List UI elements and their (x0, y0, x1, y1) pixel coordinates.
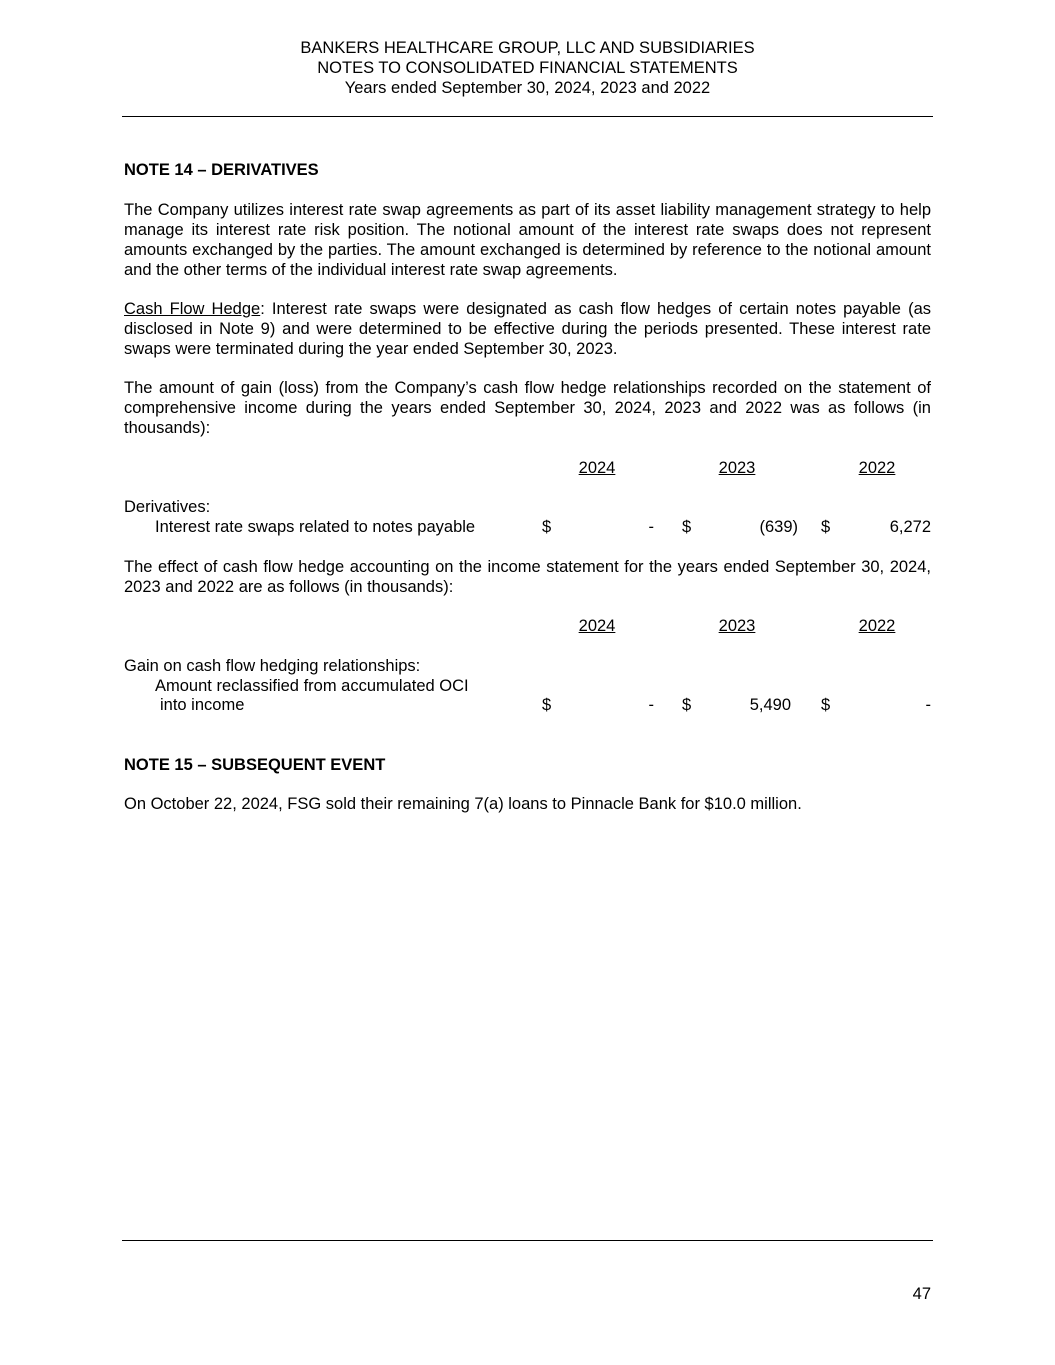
cash-flow-hedge-description: : Interest rate swaps were designated as cash flow hedges of certain notes payable (as disclosed in Note 9) and were determined to be effective during the periods presented. These interest rate swaps were terminated during the year ended September 30, 2023. (124, 300, 931, 358)
note14-para3-text: The amount of gain (loss) from the Company’s cash flow hedge relationships recorded on the statement of comprehensive income during the years ended September 30, 2024, 2023 and 2022 was as follows (in thousands): (124, 379, 931, 437)
note14-paragraph-2 (124, 299, 931, 359)
note14-paragraph-3 (124, 378, 931, 438)
table1-col-2023: 2023 (718, 459, 756, 477)
table2-currency-2022: $ (821, 696, 831, 714)
note14-paragraph-1 (124, 200, 931, 280)
table2-row-label-line2: into income (160, 696, 245, 714)
table2-col-2024: 2024 (578, 617, 616, 635)
table1-section-label: Derivatives: (124, 498, 211, 516)
table2-currency-2024: $ (542, 696, 552, 714)
note15-para1-text: On October 22, 2024, FSG sold their remaining 7(a) loans to Pinnacle Bank for $10.0 million. (124, 795, 802, 813)
table2-value-2023: 5,490 (749, 696, 791, 714)
table2-value-2022: - (925, 696, 931, 714)
table1-value-2024: - (648, 518, 654, 536)
table2-currency-2023: $ (682, 696, 692, 714)
table1-value-2023: (639) (759, 518, 798, 536)
page-number: 47 (912, 1285, 931, 1303)
table2-row-label-line1: Amount reclassified from accumulated OCI (155, 677, 469, 695)
table1-currency-2024: $ (542, 518, 552, 536)
note14-para1-text: The Company utilizes interest rate swap agreements as part of its asset liability management strategy to help manage its interest rate risk position. The notional amount of the interest rate swaps does not represent amounts exchanged by the parties. The amount exchanged is determined by reference to the notional amount and the other terms of the individual interest rate swap agreements. (124, 201, 931, 279)
table1-currency-2022: $ (821, 518, 831, 536)
table2-col-2023: 2023 (718, 617, 756, 635)
header-rule (122, 116, 933, 117)
table1-col-2022: 2022 (858, 459, 896, 477)
table2-section-label: Gain on cash flow hedging relationships: (124, 657, 421, 675)
note14-para4-text: The effect of cash flow hedge accounting on the income statement for the years ended September 30, 2024, 2023 and 2022 are as follows (in thousands): (124, 558, 931, 596)
table2-col-2022: 2022 (858, 617, 896, 635)
footer-rule (122, 1240, 933, 1241)
table2-value-2024: - (648, 696, 654, 714)
note14-para2-text (124, 299, 931, 359)
statement-title: NOTES TO CONSOLIDATED FINANCIAL STATEMENTS (317, 59, 738, 77)
note14-heading: NOTE 14 – DERIVATIVES (124, 161, 319, 179)
note15-paragraph-1 (124, 794, 931, 814)
table1-currency-2023: $ (682, 518, 692, 536)
company-name: BANKERS HEALTHCARE GROUP, LLC AND SUBSIDIARIES (300, 39, 755, 57)
table1-row-label: Interest rate swaps related to notes payable (155, 518, 476, 536)
table1-value-2022: 6,272 (889, 518, 931, 536)
cash-flow-hedge-term: Cash Flow Hedge (124, 300, 261, 318)
note15-heading: NOTE 15 – SUBSEQUENT EVENT (124, 756, 386, 774)
table1-col-2024: 2024 (578, 459, 616, 477)
page-header (0, 38, 1055, 98)
note14-paragraph-4 (124, 557, 931, 597)
period-line: Years ended September 30, 2024, 2023 and 2022 (344, 79, 711, 97)
